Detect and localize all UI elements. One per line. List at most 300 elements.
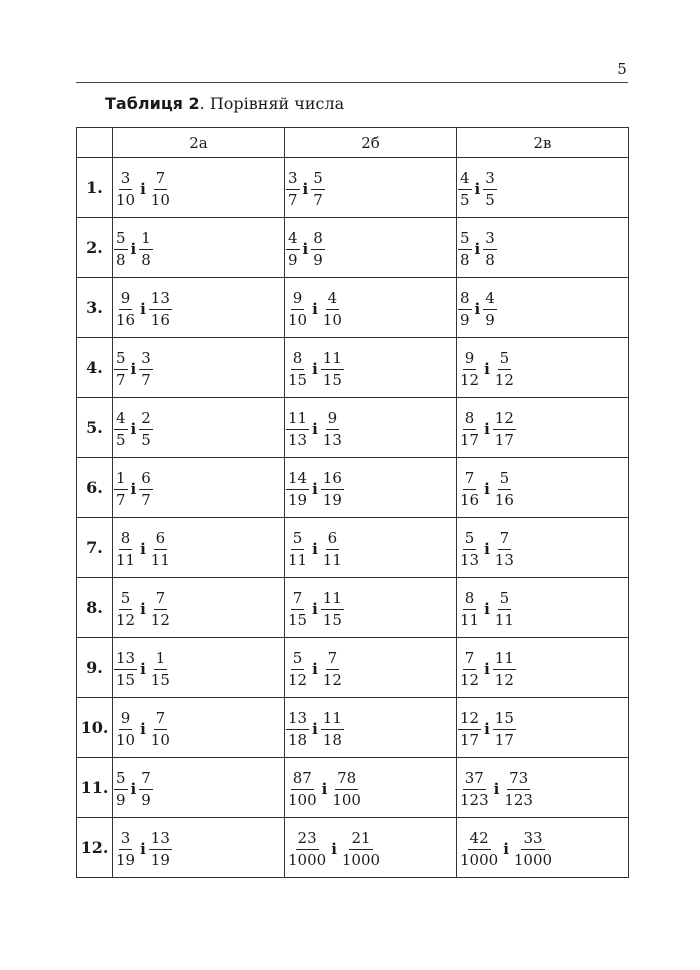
cell-2b [285,758,457,818]
numerator: 9 [326,411,340,430]
conjunction: і [302,240,309,258]
header-2v: 2в [457,128,629,158]
numerator: 13 [149,831,172,850]
numerator: 37 [463,771,486,790]
fraction [113,468,129,509]
comparison-table [76,127,629,878]
denominator: 10 [322,310,342,329]
fraction [310,168,326,209]
fraction [320,708,345,749]
numerator: 5 [311,171,325,190]
fraction [492,528,517,569]
cell-2v [457,218,629,278]
denominator: 11 [288,550,308,569]
numerator: 15 [493,711,516,730]
table-row [77,458,629,518]
fraction [457,768,492,809]
denominator: 10 [288,310,308,329]
cell-2a [113,758,285,818]
conjunction: і [321,780,328,798]
row-number: 10. [77,698,113,758]
fraction-pair [285,228,326,269]
numerator: 6 [154,531,168,550]
cell-2v [457,458,629,518]
denominator: 18 [288,730,308,749]
header-rule [76,82,628,83]
denominator: 100 [288,790,317,809]
fraction [511,828,555,869]
fraction-pair [457,708,517,749]
fraction-pair [457,288,498,329]
denominator: 7 [141,370,151,389]
cell-2a [113,218,285,278]
fraction [113,288,138,329]
fraction [482,288,498,329]
numerator: 1 [139,231,153,250]
numerator: 23 [296,831,319,850]
fraction [320,408,345,449]
table-row [77,338,629,398]
conjunction: і [312,660,318,678]
fraction [320,288,345,329]
denominator: 7 [141,490,151,509]
numerator: 21 [349,831,372,850]
denominator: 5 [141,430,151,449]
fraction [482,168,498,209]
fraction [457,348,482,389]
conjunction: і [312,600,318,618]
fraction [320,588,345,629]
conjunction: і [140,660,146,678]
fraction-pair [113,708,173,749]
conjunction: і [140,840,146,858]
denominator: 10 [116,190,136,209]
denominator: 7 [116,490,126,509]
table-row [77,518,629,578]
table-row [77,638,629,698]
fraction-pair [113,828,173,869]
conjunction: і [140,720,146,738]
fraction [113,648,138,689]
fraction [285,168,301,209]
numerator: 8 [311,231,325,250]
cell-2a [113,578,285,638]
numerator: 73 [507,771,530,790]
numerator: 5 [114,351,128,370]
numerator: 4 [483,291,497,310]
denominator: 19 [150,850,170,869]
fraction [285,228,301,269]
numerator: 7 [463,471,477,490]
numerator: 5 [498,351,512,370]
row-number: 7. [77,518,113,578]
denominator: 15 [116,670,136,689]
numerator: 1 [114,471,128,490]
denominator: 5 [460,190,470,209]
denominator: 8 [116,250,126,269]
conjunction: і [484,420,490,438]
fraction [138,348,154,389]
header-2b: 2б [285,128,457,158]
cell-2a [113,638,285,698]
denominator: 8 [460,250,470,269]
fraction [285,708,310,749]
denominator: 15 [288,370,308,389]
fraction [457,228,473,269]
denominator: 19 [116,850,136,869]
conjunction: і [474,240,481,258]
cell-2v [457,578,629,638]
denominator: 1000 [513,850,553,869]
cell-2a [113,458,285,518]
fraction [492,588,517,629]
denominator: 19 [288,490,308,509]
conjunction: і [130,420,137,438]
fraction-pair [285,708,345,749]
denominator: 17 [494,430,514,449]
numerator: 6 [139,471,153,490]
denominator: 10 [150,190,170,209]
numerator: 13 [286,711,309,730]
numerator: 7 [498,531,512,550]
numerator: 1 [154,651,168,670]
fraction [339,828,383,869]
numerator: 5 [498,591,512,610]
fraction [148,648,173,689]
conjunction: і [484,360,490,378]
fraction [457,528,482,569]
denominator: 9 [460,310,470,329]
fraction [320,528,345,569]
numerator: 11 [321,591,344,610]
denominator: 8 [485,250,495,269]
fraction [148,288,173,329]
conjunction: і [484,720,490,738]
cell-2v [457,278,629,338]
cell-2b [285,458,457,518]
caption-text: . Порівняй числа [199,94,345,113]
conjunction: і [474,180,481,198]
numerator: 7 [139,771,153,790]
numerator: 7 [154,591,168,610]
numerator: 7 [463,651,477,670]
numerator: 5 [463,531,477,550]
fraction [320,348,345,389]
fraction-pair [457,648,517,689]
fraction [492,648,517,689]
header-row [77,128,629,158]
row-number: 12. [77,818,113,878]
denominator: 17 [460,730,480,749]
denominator: 10 [150,730,170,749]
fraction-pair [457,228,498,269]
fraction-pair [457,528,517,569]
numerator: 12 [493,411,516,430]
denominator: 12 [460,370,480,389]
numerator: 9 [119,711,133,730]
denominator: 12 [288,670,308,689]
cell-2b [285,638,457,698]
fraction [148,828,173,869]
fraction-pair [113,588,173,629]
fraction [457,168,473,209]
denominator: 13 [288,430,308,449]
conjunction: і [484,600,490,618]
numerator: 16 [321,471,344,490]
conjunction: і [331,840,337,858]
numerator: 7 [154,711,168,730]
numerator: 7 [291,591,305,610]
fraction-pair [113,468,154,509]
cell-2v [457,698,629,758]
numerator: 4 [326,291,340,310]
fraction [138,228,154,269]
numerator: 3 [139,351,153,370]
denominator: 11 [460,610,480,629]
fraction-pair [113,408,154,449]
fraction-pair [285,468,345,509]
denominator: 13 [460,550,480,569]
conjunction: і [130,780,137,798]
denominator: 5 [485,190,495,209]
cell-2a [113,818,285,878]
fraction [492,468,517,509]
conjunction: і [130,240,137,258]
fraction [457,288,473,329]
numerator: 3 [483,231,497,250]
denominator: 11 [494,610,514,629]
numerator: 11 [493,651,516,670]
fraction [285,468,310,509]
numerator: 4 [286,231,300,250]
fraction [320,468,345,509]
numerator: 11 [321,711,344,730]
cell-2b [285,338,457,398]
row-number: 4. [77,338,113,398]
numerator: 9 [119,291,133,310]
denominator: 15 [322,610,342,629]
conjunction: і [130,360,137,378]
fraction-pair [113,528,173,569]
cell-2b [285,518,457,578]
numerator: 5 [114,771,128,790]
fraction-pair [285,528,345,569]
numerator: 5 [119,591,133,610]
row-number: 1. [77,158,113,218]
conjunction: і [140,540,146,558]
numerator: 3 [119,171,133,190]
fraction [482,228,498,269]
numerator: 4 [114,411,128,430]
fraction [285,828,329,869]
fraction [113,228,129,269]
cell-2v [457,638,629,698]
denominator: 12 [460,670,480,689]
denominator: 16 [150,310,170,329]
numerator: 13 [114,651,137,670]
fraction-pair [285,288,345,329]
denominator: 11 [116,550,136,569]
numerator: 12 [458,711,481,730]
numerator: 6 [326,531,340,550]
denominator: 9 [141,790,151,809]
denominator: 13 [494,550,514,569]
denominator: 18 [322,730,342,749]
fraction-pair [113,288,173,329]
fraction [148,708,173,749]
fraction [457,648,482,689]
denominator: 16 [494,490,514,509]
fraction [113,588,138,629]
fraction [492,708,517,749]
table-caption [105,94,344,113]
denominator: 1000 [341,850,381,869]
conjunction: і [140,600,146,618]
denominator: 9 [288,250,298,269]
table-row [77,698,629,758]
denominator: 7 [288,190,298,209]
table-row [77,758,629,818]
fraction [310,228,326,269]
cell-2v [457,818,629,878]
fraction [285,768,320,809]
fraction [113,768,129,809]
denominator: 9 [313,250,323,269]
conjunction: і [503,840,509,858]
denominator: 12 [150,610,170,629]
fraction-pair [285,168,326,209]
fraction [138,408,154,449]
numerator: 5 [498,471,512,490]
conjunction: і [493,780,500,798]
cell-2v [457,398,629,458]
fraction [285,408,310,449]
denominator: 16 [116,310,136,329]
fraction [457,708,482,749]
fraction-pair [113,348,154,389]
denominator: 1000 [460,850,499,869]
table-row [77,158,629,218]
row-number: 2. [77,218,113,278]
cell-2b [285,278,457,338]
row-number: 9. [77,638,113,698]
row-number: 11. [77,758,113,818]
fraction [285,588,310,629]
fraction [138,768,154,809]
conjunction: і [474,300,481,318]
fraction-pair [285,648,345,689]
numerator: 5 [291,651,305,670]
denominator: 11 [322,550,342,569]
cell-2a [113,518,285,578]
numerator: 8 [119,531,133,550]
denominator: 15 [150,670,170,689]
row-number: 8. [77,578,113,638]
fraction-pair [285,768,364,809]
fraction-pair [285,408,345,449]
fraction [285,648,310,689]
fraction [501,768,536,809]
denominator: 1000 [288,850,327,869]
numerator: 4 [458,171,472,190]
table-row [77,398,629,458]
conjunction: і [312,300,318,318]
row-number: 6. [77,458,113,518]
fraction-pair [113,768,154,809]
conjunction: і [312,420,318,438]
conjunction: і [312,480,318,498]
numerator: 5 [291,531,305,550]
cell-2b [285,158,457,218]
fraction-pair [457,768,536,809]
conjunction: і [130,480,137,498]
denominator: 123 [504,790,533,809]
denominator: 16 [460,490,480,509]
fraction-pair [457,168,498,209]
numerator: 8 [458,291,472,310]
cell-2v [457,758,629,818]
numerator: 8 [463,411,477,430]
cell-2a [113,698,285,758]
fraction [329,768,364,809]
fraction [138,468,154,509]
numerator: 5 [458,231,472,250]
denominator: 12 [494,670,514,689]
numerator: 5 [114,231,128,250]
row-number: 3. [77,278,113,338]
fraction [492,408,517,449]
fraction-pair [113,648,173,689]
denominator: 17 [460,430,480,449]
fraction [113,168,138,209]
fraction [148,168,173,209]
conjunction: і [484,660,490,678]
numerator: 7 [326,651,340,670]
fraction [148,528,173,569]
denominator: 7 [116,370,126,389]
table-row [77,818,629,878]
fraction [113,708,138,749]
fraction [285,348,310,389]
denominator: 17 [494,730,514,749]
cell-2v [457,338,629,398]
conjunction: і [140,180,146,198]
fraction [457,588,482,629]
fraction-pair [457,468,517,509]
denominator: 15 [322,370,342,389]
fraction [285,288,310,329]
caption-title: Таблиця 2 [105,94,200,113]
header-corner [77,128,113,158]
cell-2a [113,158,285,218]
numerator: 2 [139,411,153,430]
fraction [457,828,501,869]
denominator: 13 [322,430,342,449]
conjunction: і [302,180,309,198]
cell-2b [285,398,457,458]
numerator: 3 [119,831,133,850]
cell-2b [285,818,457,878]
table-row [77,278,629,338]
table-row [77,578,629,638]
denominator: 5 [116,430,126,449]
header-2a: 2а [113,128,285,158]
numerator: 9 [463,351,477,370]
page-number: 5 [617,60,627,78]
numerator: 87 [291,771,314,790]
fraction [148,588,173,629]
denominator: 9 [485,310,495,329]
